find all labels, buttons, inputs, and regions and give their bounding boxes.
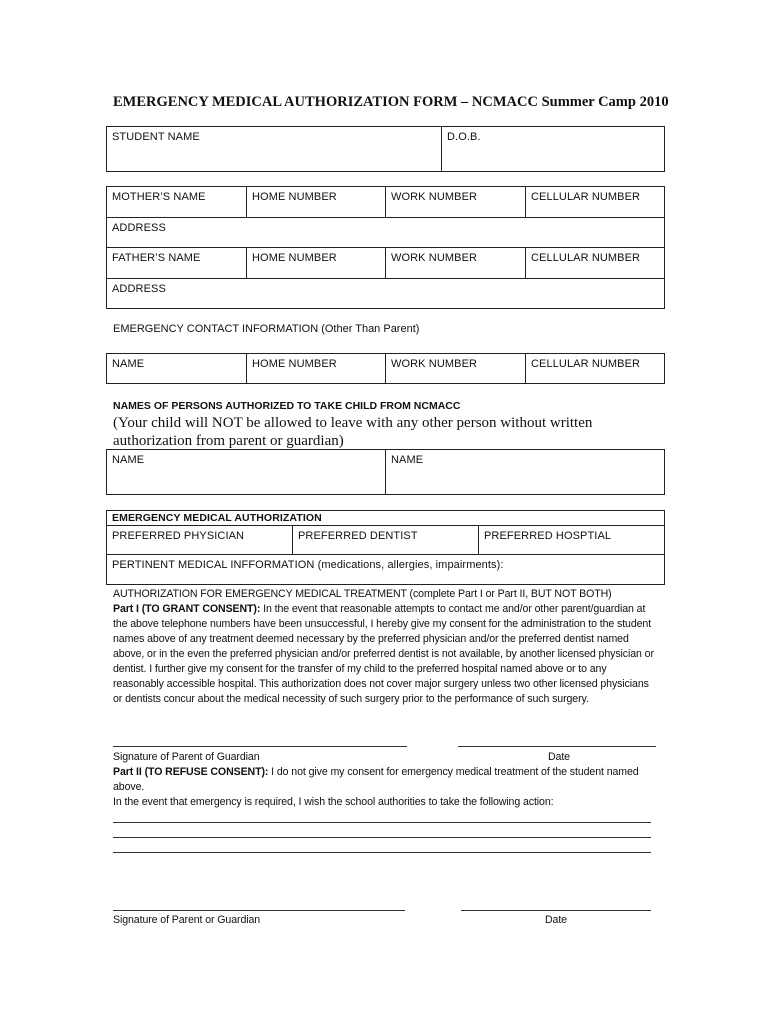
part1-paragraph [113, 602, 673, 707]
page-title: EMERGENCY MEDICAL AUTHORIZATION FORM – NCMACC Summer Camp 2010 [113, 94, 669, 110]
contact-name-field[interactable] [107, 354, 247, 384]
date1-line[interactable] [458, 746, 656, 747]
physician-field[interactable] [107, 526, 293, 555]
father-work-label: WORK NUMBER [391, 252, 478, 264]
part1-line: the above telephone numbers have been unsuccessful, I hereby give my consent for the administration to the student [113, 618, 652, 630]
father-cell-label: CELLULAR NUMBER [531, 252, 641, 264]
part1-line: names above of any treatment deemed necessary by the preferred physician and/or the preferred dentist named [113, 633, 629, 645]
mother-work-label: WORK NUMBER [391, 191, 478, 203]
part1-line: reasonably accessible hospital. This authorization does not cover major surgery unless two other licensed physicians [113, 678, 649, 690]
hospital-field[interactable] [479, 526, 665, 555]
part2-title: Part II (TO REFUSE CONSENT): [113, 766, 269, 778]
authorized-table [106, 449, 665, 495]
medical-heading: EMERGENCY MEDICAL AUTHORIZATION [107, 511, 665, 526]
part2-line: In the event that emergency is required, I wish the school authorities to take the following action: [113, 796, 554, 808]
authorized-name2-field[interactable] [386, 450, 665, 495]
dob-field[interactable] [442, 127, 665, 172]
authorized-heading: NAMES OF PERSONS AUTHORIZED TO TAKE CHILD FROM NCMACC [113, 400, 461, 412]
authorized-name2-label: NAME [391, 454, 424, 466]
pertinent-info-label: PERTINENT MEDICAL INFFORMATION (medications, allergies, impairments): [112, 559, 504, 571]
signature1-label: Signature of Parent of Guardian [113, 751, 260, 763]
emergency-contact-table [106, 353, 665, 384]
student-table [106, 126, 665, 172]
authorized-name1-field[interactable] [107, 450, 386, 495]
mother-cell-field[interactable] [526, 187, 665, 218]
authorized-note-line2: authorization from parent or guardian) [113, 433, 344, 449]
emergency-contact-heading: EMERGENCY CONTACT INFORMATION (Other Than Parent) [113, 323, 420, 335]
part1-line: In the event that reasonable attempts to contact me and/or other parent/guardian at [260, 603, 646, 615]
authorized-note-line1: (Your child will NOT be allowed to leave with any other person without written [113, 415, 593, 431]
date1-label: Date [548, 751, 570, 763]
part1-title: Part I (TO GRANT CONSENT): [113, 603, 261, 615]
father-cell-field[interactable] [526, 248, 665, 279]
mother-home-field[interactable] [247, 187, 386, 218]
action-line-1[interactable] [113, 822, 651, 823]
student-name-field[interactable] [107, 127, 442, 172]
date2-line[interactable] [461, 910, 651, 911]
father-name-label: FATHER’S NAME [112, 252, 201, 264]
contact-cell-field[interactable] [526, 354, 665, 384]
father-home-label: HOME NUMBER [252, 252, 337, 264]
dob-label: D.O.B. [447, 131, 481, 143]
contact-home-field[interactable] [247, 354, 386, 384]
mother-work-field[interactable] [386, 187, 526, 218]
signature2-line[interactable] [113, 910, 405, 911]
parents-table [106, 186, 665, 309]
dentist-label: PREFERRED DENTIST [298, 530, 418, 542]
contact-work-field[interactable] [386, 354, 526, 384]
part2-line: above. [113, 781, 145, 793]
dentist-field[interactable] [293, 526, 479, 555]
mother-name-label: MOTHER’S NAME [112, 191, 206, 203]
mother-cell-label: CELLULAR NUMBER [531, 191, 641, 203]
medical-table [106, 510, 665, 585]
part1-line: dentist. I further give my consent for the transfer of my child to the preferred hospital named above or to any [113, 663, 607, 675]
date2-label: Date [545, 914, 567, 926]
contact-cell-label: CELLULAR NUMBER [531, 358, 641, 370]
father-address-field[interactable] [107, 279, 665, 309]
contact-work-label: WORK NUMBER [391, 358, 478, 370]
contact-home-label: HOME NUMBER [252, 358, 337, 370]
father-address-label: ADDRESS [112, 283, 166, 295]
contact-name-label: NAME [112, 358, 145, 370]
part1-line: above, or in the even the preferred physician and/or preferred dentist is not available, by another licensed physician or [113, 648, 654, 660]
pertinent-info-field[interactable] [107, 555, 665, 585]
authorized-name1-label: NAME [112, 454, 145, 466]
father-work-field[interactable] [386, 248, 526, 279]
physician-label: PREFERRED PHYSICIAN [112, 530, 245, 542]
part2-paragraph [113, 765, 673, 810]
signature2-label: Signature of Parent or Guardian [113, 914, 261, 926]
authorization-heading: AUTHORIZATION FOR EMERGENCY MEDICAL TREATMENT (complete Part I or Part II, BUT NOT BOTH) [113, 588, 612, 600]
action-line-3[interactable] [113, 852, 651, 853]
father-name-field[interactable] [107, 248, 247, 279]
mother-address-label: ADDRESS [112, 222, 166, 234]
student-name-label: STUDENT NAME [112, 131, 200, 143]
father-home-field[interactable] [247, 248, 386, 279]
mother-address-field[interactable] [107, 218, 665, 248]
mother-home-label: HOME NUMBER [252, 191, 337, 203]
part1-line: or dentists concur about the medical necessity of such surgery prior to the performance of such surgery. [113, 693, 589, 705]
signature1-line[interactable] [113, 746, 407, 747]
action-line-2[interactable] [113, 837, 651, 838]
part2-line: I do not give my consent for emergency medical treatment of the student named [268, 766, 639, 778]
hospital-label: PREFERRED HOSPTIAL [484, 530, 612, 542]
mother-name-field[interactable] [107, 187, 247, 218]
